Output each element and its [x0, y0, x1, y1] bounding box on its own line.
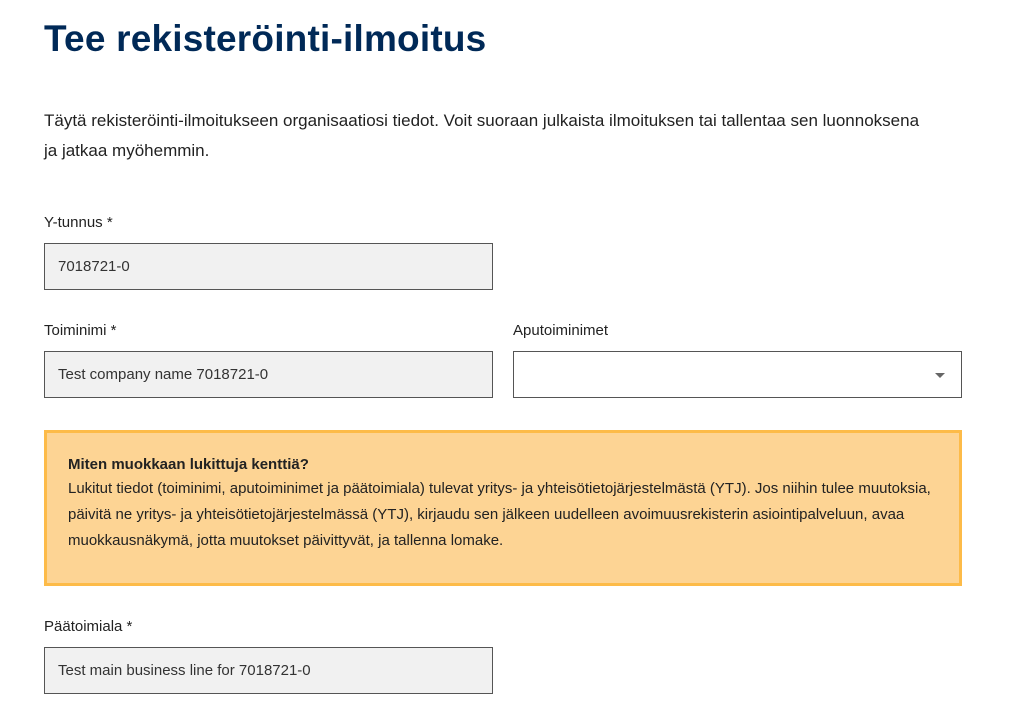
company-name-field[interactable]: Test company name 7018721-0 [44, 351, 493, 398]
page-intro: Täytä rekisteröinti-ilmoitukseen organisaatiosi tiedot. Voit suoraan julkaista ilmoituksen tai tallentaa sen luonnoksena ja jatkaa myöhemmin. [44, 111, 920, 160]
locked-fields-notice [44, 430, 962, 586]
notice-body: Lukitut tiedot (toiminimi, aputoiminimet ja päätoimiala) tulevat yritys- ja yhteisötietojärjestelmästä (YTJ). Jos niihin tulee muutoksia, päivitä ne yritys- ja yhteisötietojärjestelmässä (YTJ), kirjaudu sen jälkeen uudelleen avoimuusrekisterin asiointipalveluun, avaa muokkausnäkymä, jotta muutokset päivittyvät, ja tallenna lomake. [68, 480, 931, 549]
business-id-label: Y-tunnus * [44, 214, 113, 231]
page-title: Tee rekisteröinti-ilmoitus [44, 18, 487, 59]
auxiliary-names-select[interactable] [513, 351, 962, 398]
business-id-field[interactable]: 7018721-0 [44, 243, 493, 290]
notice-title: Miten muokkaan lukittuja kenttiä? [68, 456, 309, 473]
main-business-line-label: Päätoimiala * [44, 618, 133, 635]
chevron-down-icon[interactable] [935, 373, 945, 378]
auxiliary-names-label: Aputoiminimet [513, 322, 609, 339]
main-business-line-field[interactable]: Test main business line for 7018721-0 [44, 647, 493, 694]
company-name-label: Toiminimi * [44, 322, 117, 339]
